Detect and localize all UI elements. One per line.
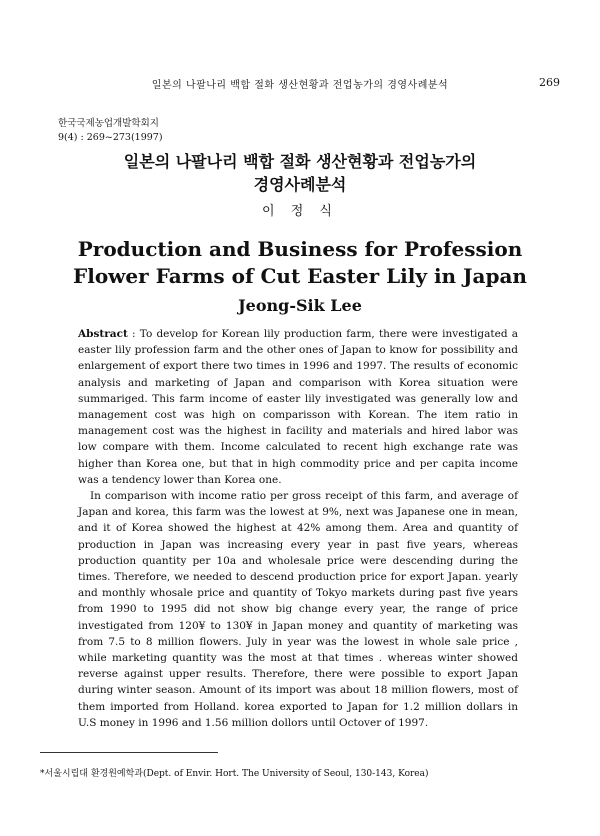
korean-title-line2: 경영사례분석 [253, 175, 347, 194]
journal-citation: 9(4) : 269~273(1997) [58, 132, 163, 143]
korean-title-line1: 일본의 나팔나리 백합 절화 생산현황과 전업농가의 [123, 152, 477, 171]
english-title-line1: Production and Business for Profession [77, 237, 523, 261]
journal-name: 한국국제농업개발학회지 [58, 118, 159, 129]
running-header: 일본의 나팔나리 백합 절화 생산현황과 전업농가의 경영사례분석 [151, 80, 449, 91]
korean-author: 이 정 식 [262, 204, 338, 219]
korean-title [0, 150, 600, 196]
abstract-paragraph-1 [78, 326, 518, 488]
english-author: Jeong-Sik Lee [238, 296, 362, 315]
footnote: *서울시립대 환경원예학과(Dept. of Envir. Hort. The University of Seoul, 130-143, Korea) [40, 769, 429, 779]
english-title-line2: Flower Farms of Cut Easter Lily in Japan [73, 264, 527, 288]
abstract-label: Abstract [78, 328, 128, 340]
abstract-separator: : [127, 328, 140, 340]
abstract-paragraph-2: In comparison with income ratio per gross receipt of this farm, and average of Japan and korea, this farm was the lowest at 9%, next was Japanese one in mean, and it of Korea showed the highest at 42% among them. Area and quantity of production in Japan was increasing every year in past five years, whereas production quantity per 10a and wholesale price were descending during the times. Therefore, we needed to descend production price for export Japan. yearly and monthly whosale price and quantity of Tokyo markets during past five years from 1990 to 1995 did not show big change every year, the range of price investigated from 120¥ to 130¥ in Japan money and quantity of marketing was from 7.5 to 8 million flowers. July in year was the lowest in whole sale price , while marketing quantity was the most at that times . whereas winter showed reverse against upper results. Therefore, there were possible to export Japan during winter season. Amount of its import was about 18 million flowers, most of them imported from Holland. korea exported to Japan for 1.2 million dollars in U.S money in 1996 and 1.56 million dollors until Octover of 1997. [78, 490, 518, 729]
english-title [0, 236, 600, 290]
abstract [78, 326, 518, 731]
page-number: 269 [539, 76, 560, 89]
journal-info [58, 117, 163, 145]
footnote-divider [40, 752, 218, 753]
abstract-text-1: To develop for Korean lily production farm, there were investigated a easter lily profession farm and the other ones of Japan to know for possibility and enlargement of export there two times in 1996 and 1997. The results of economic analysis and marketing of Japan and comparison with Korea situation were summariged. This farm income of easter lily investigated was generally low and management cost was high on comparisson with Korean. The item ratio in management cost was the highest in facility and materials and hired labor was low compare with them. Income calculated to recent high exchange rate was higher than Korea one, but that in high commodity price and per capita income was a tendency lower than Korea one. [78, 328, 518, 486]
